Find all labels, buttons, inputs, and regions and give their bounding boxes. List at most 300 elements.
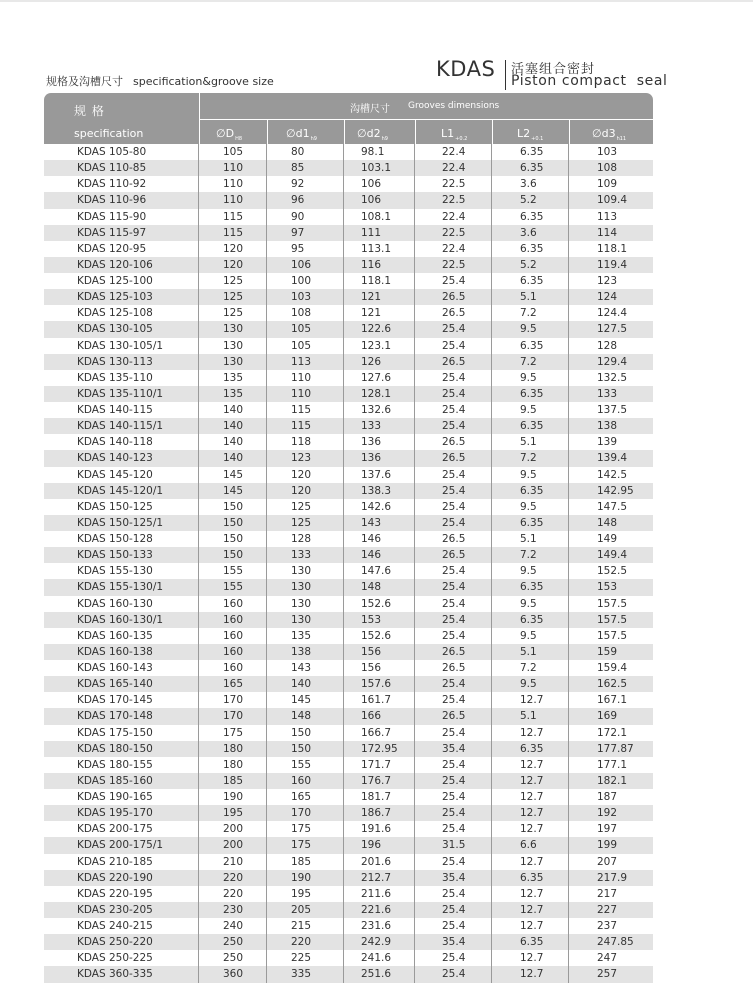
spec-cell: KDAS 135-110/1 <box>44 386 199 402</box>
d3-cell: 153 <box>597 581 618 594</box>
table-row <box>44 886 653 902</box>
header-col-divider <box>199 93 200 144</box>
D-cell: 125 <box>199 273 267 289</box>
L2-cell: 9.5 <box>492 467 569 483</box>
d2-cell: 146 <box>344 547 415 563</box>
L2-cell: 6.35 <box>492 741 569 757</box>
d2-cell: 111 <box>344 225 415 241</box>
D-cell: 160 <box>199 660 267 676</box>
D-cell: 115 <box>199 225 267 241</box>
d1-cell: 225 <box>267 950 344 966</box>
spec-cell: KDAS 175-150 <box>44 725 199 741</box>
d2-cell: 126 <box>344 354 415 370</box>
L2-cell: 7.2 <box>492 450 569 466</box>
D-cell: 130 <box>199 321 267 337</box>
d1-cell: 97 <box>267 225 344 241</box>
d1-cell: 195 <box>267 886 344 902</box>
L1-cell: 26.5 <box>415 450 492 466</box>
L2-cell: 5.1 <box>492 708 569 724</box>
D-cell: 360 <box>199 966 267 982</box>
L2-cell: 7.2 <box>492 305 569 321</box>
d1-cell: 140 <box>267 676 344 692</box>
spec-cell: KDAS 195-170 <box>44 805 199 821</box>
table-row <box>44 773 653 789</box>
d1-cell: 148 <box>267 708 344 724</box>
table-row <box>44 547 653 563</box>
spec-cell: KDAS 105-80 <box>44 144 199 160</box>
d1-cell: 96 <box>267 192 344 208</box>
L2-cell: 9.5 <box>492 628 569 644</box>
L1-cell: 22.5 <box>415 176 492 192</box>
col-header-d2: $\emptyset d2_{h9}$ <box>357 127 388 143</box>
d1-cell: 130 <box>267 579 344 595</box>
D-cell: 125 <box>199 289 267 305</box>
spec-cell: KDAS 250-225 <box>44 950 199 966</box>
D-cell: 135 <box>199 370 267 386</box>
d1-cell: 133 <box>267 547 344 563</box>
d3-cell: 172.1 <box>597 726 628 739</box>
d2-cell: 241.6 <box>344 950 415 966</box>
section-title-en: specification&groove size <box>133 75 274 88</box>
d3-cell: 157.5 <box>597 629 628 642</box>
d3-cell: 148 <box>597 516 618 529</box>
D-cell: 145 <box>199 483 267 499</box>
table-row <box>44 966 653 982</box>
D-cell: 140 <box>199 434 267 450</box>
d1-cell: 103 <box>267 289 344 305</box>
L1-cell: 25.4 <box>415 402 492 418</box>
d1-cell: 175 <box>267 821 344 837</box>
header-col-divider <box>569 119 570 144</box>
D-cell: 200 <box>199 821 267 837</box>
spec-cell: KDAS 160-130 <box>44 596 199 612</box>
D-cell: 135 <box>199 386 267 402</box>
L1-cell: 25.4 <box>415 338 492 354</box>
D-cell: 250 <box>199 934 267 950</box>
D-cell: 150 <box>199 515 267 531</box>
D-cell: 150 <box>199 499 267 515</box>
table-row <box>44 692 653 708</box>
d1-cell: 335 <box>267 966 344 982</box>
L2-cell: 12.7 <box>492 757 569 773</box>
d2-cell: 161.7 <box>344 692 415 708</box>
d2-cell: 242.9 <box>344 934 415 950</box>
L1-cell: 25.4 <box>415 789 492 805</box>
D-cell: 110 <box>199 192 267 208</box>
L1-cell: 26.5 <box>415 660 492 676</box>
header-col-divider <box>344 119 345 144</box>
spec-cell: KDAS 140-115/1 <box>44 418 199 434</box>
L1-cell: 22.4 <box>415 209 492 225</box>
table-row <box>44 499 653 515</box>
L1-cell: 25.4 <box>415 757 492 773</box>
table-row <box>44 192 653 208</box>
L1-cell: 25.4 <box>415 467 492 483</box>
table-row <box>44 241 653 257</box>
spec-cell: KDAS 125-108 <box>44 305 199 321</box>
L1-cell: 31.5 <box>415 837 492 853</box>
L1-cell: 25.4 <box>415 563 492 579</box>
L2-cell: 6.35 <box>492 418 569 434</box>
d2-cell: 103.1 <box>344 160 415 176</box>
table-row <box>44 402 653 418</box>
L1-cell: 25.4 <box>415 918 492 934</box>
D-cell: 160 <box>199 644 267 660</box>
L2-cell: 3.6 <box>492 176 569 192</box>
table-row <box>44 176 653 192</box>
D-cell: 115 <box>199 209 267 225</box>
L1-cell: 25.4 <box>415 676 492 692</box>
d1-cell: 80 <box>267 144 344 160</box>
table-row <box>44 725 653 741</box>
L1-cell: 25.4 <box>415 805 492 821</box>
L2-cell: 5.2 <box>492 257 569 273</box>
col-header-d1: $\emptyset d1_{h9}$ <box>286 127 317 143</box>
L1-cell: 22.4 <box>415 241 492 257</box>
L2-cell: 6.35 <box>492 870 569 886</box>
d2-cell: 106 <box>344 176 415 192</box>
table-row <box>44 579 653 595</box>
L2-cell: 6.35 <box>492 338 569 354</box>
d3-cell: 142.5 <box>597 468 628 481</box>
table-row <box>44 257 653 273</box>
L1-cell: 25.4 <box>415 628 492 644</box>
spec-cell: KDAS 130-113 <box>44 354 199 370</box>
spec-cell: KDAS 240-215 <box>44 918 199 934</box>
spec-cell: KDAS 230-205 <box>44 902 199 918</box>
table-row <box>44 950 653 966</box>
table-row <box>44 563 653 579</box>
D-cell: 220 <box>199 870 267 886</box>
L2-cell: 12.7 <box>492 950 569 966</box>
table-row <box>44 805 653 821</box>
spec-cell: KDAS 160-138 <box>44 644 199 660</box>
spec-cell: KDAS 110-96 <box>44 192 199 208</box>
D-cell: 160 <box>199 628 267 644</box>
spec-heading-en: specification <box>74 127 144 140</box>
spec-cell: KDAS 125-100 <box>44 273 199 289</box>
d3-cell: 108 <box>597 162 618 175</box>
d3-cell: 199 <box>597 839 618 852</box>
d1-cell: 108 <box>267 305 344 321</box>
table-row <box>44 612 653 628</box>
d1-cell: 155 <box>267 757 344 773</box>
d1-cell: 130 <box>267 596 344 612</box>
spec-cell: KDAS 110-92 <box>44 176 199 192</box>
table-row <box>44 515 653 531</box>
header-col-divider <box>267 119 268 144</box>
L1-cell: 35.4 <box>415 741 492 757</box>
d3-cell: 159 <box>597 645 618 658</box>
spec-cell: KDAS 135-110 <box>44 370 199 386</box>
table-row <box>44 837 653 853</box>
spec-cell: KDAS 220-195 <box>44 886 199 902</box>
d3-cell: 217 <box>597 887 618 900</box>
d3-cell: 129.4 <box>597 355 628 368</box>
spec-cell: KDAS 210-185 <box>44 854 199 870</box>
L2-cell: 5.1 <box>492 289 569 305</box>
d1-cell: 120 <box>267 483 344 499</box>
table-row <box>44 757 653 773</box>
L2-cell: 12.7 <box>492 692 569 708</box>
D-cell: 130 <box>199 354 267 370</box>
d3-cell: 109 <box>597 178 618 191</box>
table-row <box>44 789 653 805</box>
L2-cell: 6.35 <box>492 386 569 402</box>
L2-cell: 9.5 <box>492 563 569 579</box>
L1-cell: 25.4 <box>415 515 492 531</box>
d2-cell: 136 <box>344 434 415 450</box>
d1-cell: 118 <box>267 434 344 450</box>
spec-cell: KDAS 150-128 <box>44 531 199 547</box>
d3-cell: 182.1 <box>597 774 628 787</box>
d3-cell: 152.5 <box>597 565 628 578</box>
d1-cell: 138 <box>267 644 344 660</box>
L1-cell: 25.4 <box>415 886 492 902</box>
L1-cell: 25.4 <box>415 854 492 870</box>
L1-cell: 22.4 <box>415 160 492 176</box>
spec-cell: KDAS 150-125 <box>44 499 199 515</box>
d1-cell: 165 <box>267 789 344 805</box>
d3-cell: 109.4 <box>597 194 628 207</box>
d3-cell: 119.4 <box>597 258 628 271</box>
table-row <box>44 902 653 918</box>
D-cell: 120 <box>199 241 267 257</box>
d3-cell: 138 <box>597 420 618 433</box>
d3-cell: 123 <box>597 275 618 288</box>
header-col-divider <box>415 119 416 144</box>
L1-cell: 26.5 <box>415 644 492 660</box>
L1-cell: 25.4 <box>415 725 492 741</box>
d2-cell: 106 <box>344 192 415 208</box>
D-cell: 120 <box>199 257 267 273</box>
d2-cell: 156 <box>344 644 415 660</box>
L1-cell: 35.4 <box>415 870 492 886</box>
d3-cell: 257 <box>597 968 618 981</box>
spec-cell: KDAS 180-155 <box>44 757 199 773</box>
table-row <box>44 386 653 402</box>
d1-cell: 115 <box>267 418 344 434</box>
d2-cell: 201.6 <box>344 854 415 870</box>
D-cell: 185 <box>199 773 267 789</box>
table-row <box>44 708 653 724</box>
table-row <box>44 660 653 676</box>
d3-cell: 139.4 <box>597 452 628 465</box>
L2-cell: 5.1 <box>492 434 569 450</box>
d3-cell: 133 <box>597 387 618 400</box>
spec-cell: KDAS 170-148 <box>44 708 199 724</box>
d2-cell: 118.1 <box>344 273 415 289</box>
L2-cell: 6.35 <box>492 515 569 531</box>
d1-cell: 110 <box>267 386 344 402</box>
L1-cell: 25.4 <box>415 499 492 515</box>
spec-cell: KDAS 160-135 <box>44 628 199 644</box>
L2-cell: 12.7 <box>492 821 569 837</box>
d3-cell: 132.5 <box>597 371 628 384</box>
d3-cell: 187 <box>597 791 618 804</box>
d3-cell: 197 <box>597 823 618 836</box>
d3-cell: 207 <box>597 855 618 868</box>
spec-cell: KDAS 140-118 <box>44 434 199 450</box>
L2-cell: 12.7 <box>492 789 569 805</box>
d3-cell: 128 <box>597 339 618 352</box>
L2-cell: 6.35 <box>492 160 569 176</box>
spec-cell: KDAS 150-133 <box>44 547 199 563</box>
L2-cell: 6.35 <box>492 934 569 950</box>
d3-cell: 177.87 <box>597 742 634 755</box>
L2-cell: 12.7 <box>492 902 569 918</box>
d1-cell: 105 <box>267 338 344 354</box>
d1-cell: 120 <box>267 467 344 483</box>
table-row <box>44 160 653 176</box>
table-row <box>44 305 653 321</box>
d2-cell: 121 <box>344 289 415 305</box>
D-cell: 180 <box>199 757 267 773</box>
d1-cell: 110 <box>267 370 344 386</box>
d1-cell: 190 <box>267 870 344 886</box>
d2-cell: 171.7 <box>344 757 415 773</box>
d1-cell: 205 <box>267 902 344 918</box>
L1-cell: 25.4 <box>415 483 492 499</box>
L2-cell: 9.5 <box>492 402 569 418</box>
d1-cell: 220 <box>267 934 344 950</box>
spec-cell: KDAS 360-335 <box>44 966 199 982</box>
D-cell: 110 <box>199 160 267 176</box>
d2-cell: 147.6 <box>344 563 415 579</box>
L2-cell: 12.7 <box>492 854 569 870</box>
d2-cell: 153 <box>344 612 415 628</box>
D-cell: 230 <box>199 902 267 918</box>
table-body <box>44 144 653 983</box>
d2-cell: 98.1 <box>344 144 415 160</box>
top-divider <box>0 0 753 2</box>
d3-cell: 162.5 <box>597 678 628 691</box>
d2-cell: 166 <box>344 708 415 724</box>
d2-cell: 211.6 <box>344 886 415 902</box>
L1-cell: 25.4 <box>415 966 492 982</box>
L1-cell: 25.4 <box>415 579 492 595</box>
spec-cell: KDAS 130-105 <box>44 321 199 337</box>
d2-cell: 156 <box>344 660 415 676</box>
table-row <box>44 144 653 160</box>
L2-cell: 3.6 <box>492 225 569 241</box>
spec-cell: KDAS 150-125/1 <box>44 515 199 531</box>
d2-cell: 127.6 <box>344 370 415 386</box>
brand-divider <box>505 60 506 90</box>
d3-cell: 177.1 <box>597 758 628 771</box>
L1-cell: 25.4 <box>415 273 492 289</box>
d2-cell: 122.6 <box>344 321 415 337</box>
d2-cell: 132.6 <box>344 402 415 418</box>
d2-cell: 176.7 <box>344 773 415 789</box>
L1-cell: 25.4 <box>415 902 492 918</box>
L1-cell: 26.5 <box>415 708 492 724</box>
d2-cell: 166.7 <box>344 725 415 741</box>
d1-cell: 128 <box>267 531 344 547</box>
d3-cell: 149 <box>597 533 618 546</box>
d1-cell: 145 <box>267 692 344 708</box>
spec-cell: KDAS 155-130 <box>44 563 199 579</box>
d3-cell: 114 <box>597 226 618 239</box>
d2-cell: 172.95 <box>344 741 415 757</box>
spec-cell: KDAS 115-97 <box>44 225 199 241</box>
spec-cell: KDAS 120-106 <box>44 257 199 273</box>
D-cell: 155 <box>199 563 267 579</box>
d1-cell: 150 <box>267 725 344 741</box>
d2-cell: 136 <box>344 450 415 466</box>
spec-cell: KDAS 200-175/1 <box>44 837 199 853</box>
table-row <box>44 434 653 450</box>
spec-cell: KDAS 145-120/1 <box>44 483 199 499</box>
header-col-divider <box>492 119 493 144</box>
table-row <box>44 644 653 660</box>
table-row <box>44 338 653 354</box>
L2-cell: 6.35 <box>492 483 569 499</box>
L2-cell: 5.1 <box>492 644 569 660</box>
L2-cell: 12.7 <box>492 805 569 821</box>
section-title <box>46 73 274 89</box>
table-row <box>44 918 653 934</box>
d1-cell: 100 <box>267 273 344 289</box>
d3-cell: 227 <box>597 903 618 916</box>
D-cell: 130 <box>199 338 267 354</box>
L1-cell: 25.4 <box>415 950 492 966</box>
table-header <box>44 93 653 144</box>
L1-cell: 25.4 <box>415 321 492 337</box>
table-row <box>44 870 653 886</box>
D-cell: 175 <box>199 725 267 741</box>
table-row <box>44 321 653 337</box>
L1-cell: 26.5 <box>415 547 492 563</box>
d1-cell: 130 <box>267 612 344 628</box>
D-cell: 155 <box>199 579 267 595</box>
d2-cell: 142.6 <box>344 499 415 515</box>
table-row <box>44 418 653 434</box>
groove-heading-en: Grooves dimensions <box>408 101 500 111</box>
table-row <box>44 676 653 692</box>
L2-cell: 6.6 <box>492 837 569 853</box>
L1-cell: 22.4 <box>415 144 492 160</box>
spec-cell: KDAS 250-220 <box>44 934 199 950</box>
D-cell: 160 <box>199 596 267 612</box>
D-cell: 250 <box>199 950 267 966</box>
L2-cell: 9.5 <box>492 370 569 386</box>
D-cell: 140 <box>199 418 267 434</box>
table-row <box>44 854 653 870</box>
L1-cell: 26.5 <box>415 305 492 321</box>
L2-cell: 7.2 <box>492 354 569 370</box>
d3-cell: 127.5 <box>597 323 628 336</box>
spec-cell: KDAS 185-160 <box>44 773 199 789</box>
d3-cell: 157.5 <box>597 597 628 610</box>
spec-cell: KDAS 220-190 <box>44 870 199 886</box>
D-cell: 240 <box>199 918 267 934</box>
spec-cell: KDAS 170-145 <box>44 692 199 708</box>
L2-cell: 12.7 <box>492 966 569 982</box>
spec-cell: KDAS 190-165 <box>44 789 199 805</box>
L1-cell: 25.4 <box>415 596 492 612</box>
D-cell: 125 <box>199 305 267 321</box>
spec-cell: KDAS 140-123 <box>44 450 199 466</box>
d1-cell: 123 <box>267 450 344 466</box>
d3-cell: 139 <box>597 436 618 449</box>
d1-cell: 106 <box>267 257 344 273</box>
table-row <box>44 628 653 644</box>
table-row <box>44 821 653 837</box>
d1-cell: 135 <box>267 628 344 644</box>
L1-cell: 25.4 <box>415 821 492 837</box>
spec-table <box>44 93 653 983</box>
